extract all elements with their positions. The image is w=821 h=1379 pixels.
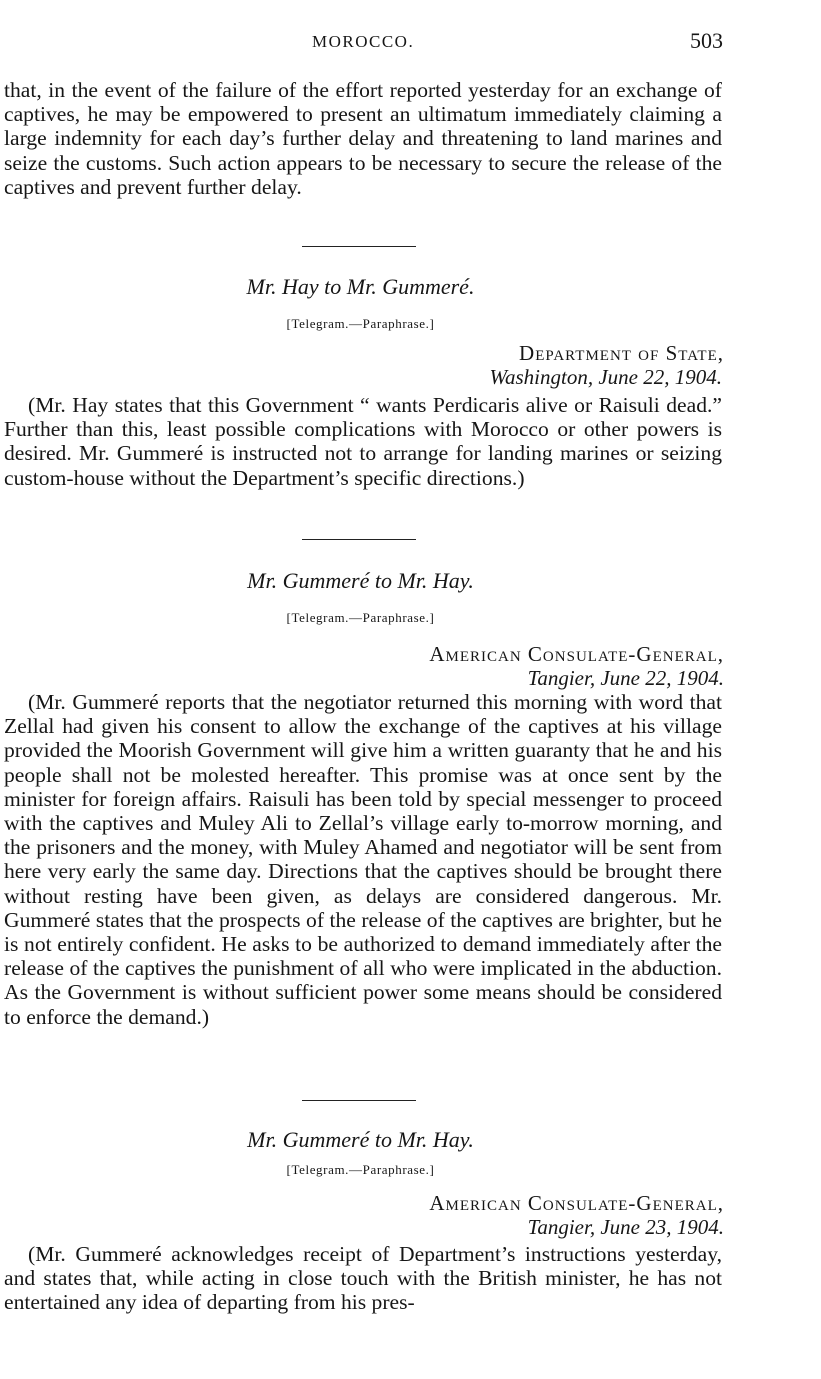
section-divider xyxy=(302,539,416,540)
document-heading: Mr. Gummeré to Mr. Hay. xyxy=(247,1127,474,1152)
document-dateline xyxy=(429,1191,724,1239)
opening-paragraph: that, in the event of the failure of the effort reported yesterday for an exchange of captives, he may be empowered to present an ultimatum immediately claiming a large indemnity for each day’s further delay and threatening to land marines and seize the customs. Such action appears to be necessary to secure the release of the captives and prevent further delay. xyxy=(4,78,722,199)
document-dateline xyxy=(489,341,724,389)
dateline-office: American Consulate-General, xyxy=(429,642,724,666)
running-head xyxy=(0,30,821,56)
document-body: (Mr. Gummeré reports that the negotiator returned this morning with word that Zellal had given his consent to allow the exchange of the captives at his village provided the Moorish Government will give him a written guaranty that he and his people shall not be molested hereafter. This promise was at once sent by the minister for foreign affairs. Raisuli has been told by special messenger to proceed with the captives and Muley Ali to Zellal’s village early to-morrow morning, and the prisoners and the money, with Muley Ahamed and negotiator will be sent from here very early the same day. Directions that the captives should be brought there without resting have been given, as delays are considered dangerous. Mr. Gummeré states that the prospects of the release of the captives are brighter, but he is not entirely confident. He asks to be authorized to demand immediately after the release of the captives the punishment of all who were implicated in the abduction. As the Government is without sufficient power some means should be considered to enforce the demand.) xyxy=(4,690,722,1029)
document-subheading: [Telegram.—Paraphrase.] xyxy=(286,1162,435,1177)
page-number: 503 xyxy=(690,28,723,53)
section-divider xyxy=(302,1100,416,1101)
document-body: (Mr. Hay states that this Government “ wants Perdicaris alive or Raisuli dead.” Further than this, least possible complications with Morocco or other powers is desired. Mr. Gummeré is instructed not to arrange for landing marines or seizing custom-house without the Department’s specific directions.) xyxy=(4,393,722,490)
document-body: (Mr. Gummeré acknowledges receipt of Department’s instructions yesterday, and states that, while acting in close touch with the British minister, he has not entertained any idea of departing from his pres- xyxy=(4,1242,722,1315)
document-subheading: [Telegram.—Paraphrase.] xyxy=(286,610,435,625)
document-heading: Mr. Hay to Mr. Gummeré. xyxy=(246,274,475,299)
dateline-office: American Consulate-General, xyxy=(429,1191,724,1215)
dateline-place-date: Tangier, June 23, 1904. xyxy=(527,1215,724,1239)
document-subheading: [Telegram.—Paraphrase.] xyxy=(286,316,435,331)
document-dateline xyxy=(429,642,724,690)
dateline-office: Department of State, xyxy=(519,341,724,365)
dateline-place-date: Tangier, June 22, 1904. xyxy=(527,666,724,690)
document-heading: Mr. Gummeré to Mr. Hay. xyxy=(247,568,474,593)
dateline-place-date: Washington, June 22, 1904. xyxy=(489,365,722,389)
running-title: MOROCCO. xyxy=(312,32,415,51)
section-divider xyxy=(302,246,416,247)
